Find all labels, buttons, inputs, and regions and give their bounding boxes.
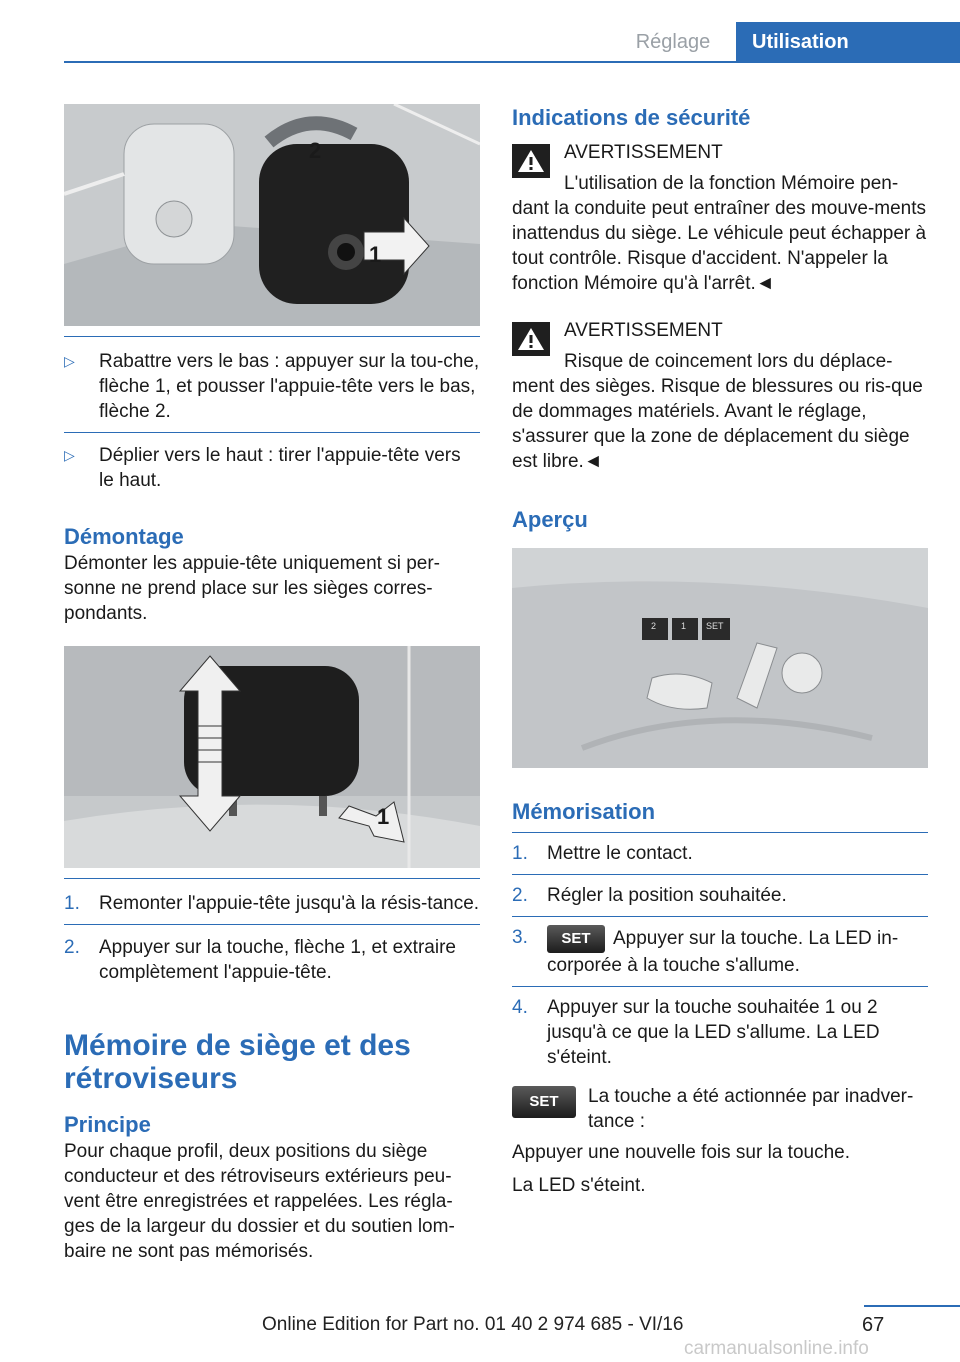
list-item <box>512 995 928 1070</box>
divider <box>512 916 928 917</box>
principe-text: Pour chaque profil, deux positions du siège conducteur et des rétroviseurs extérieurs peu-vent être enregistrées et rappelées. Les régla-ges de la largeur du dossier et du soutien lom-baire ne sont pas mémorisés. <box>64 1141 455 1262</box>
removal-steps <box>64 891 480 985</box>
warning-icon <box>512 144 550 178</box>
memo-heading: Mémorisation <box>512 799 656 824</box>
seat-memory-button-1: 1 <box>681 621 687 631</box>
divider <box>512 986 928 987</box>
step-text: Remonter l'appuie-tête jusqu'à la résis-tance. <box>99 893 480 914</box>
list-item <box>64 891 480 916</box>
step-number: 1. <box>512 843 528 864</box>
set-button-icon: SET <box>547 925 605 953</box>
headrest-removal-figure <box>64 646 480 868</box>
warning-block <box>512 140 928 165</box>
safety-heading: Indications de sécurité <box>512 105 751 130</box>
warning-text: L'utilisation de la fonction Mémoire pen-dant la conduite peut entraîner des mouve-ments inattendus du siège. Le véhicule peut échapper à tout contrôle. Risque d'accident. N'appeler la fonction Mémoire qu'à l'arrêt.◄ <box>512 173 927 294</box>
warning-icon <box>512 322 550 356</box>
step-number: 4. <box>512 997 528 1018</box>
step-number: 2. <box>64 937 80 958</box>
divider <box>512 832 928 833</box>
list-item: ▷ Déplier vers le haut : tirer l'appuie-tête vers le haut. <box>64 443 480 493</box>
tab-reglage[interactable]: Réglage <box>635 31 711 53</box>
step-text: Régler la position souhaitée. <box>547 885 787 906</box>
memo-steps <box>512 841 928 1070</box>
after-text-2: La LED s'éteint. <box>512 1175 646 1196</box>
warning-title: AVERTISSEMENT <box>564 142 723 163</box>
divider <box>512 874 928 875</box>
list-item <box>64 935 480 985</box>
footer-edition: Online Edition for Part no. 01 40 2 974 685 - VI/16 <box>262 1314 684 1335</box>
list-item <box>512 925 928 978</box>
step-number: 1. <box>64 893 80 914</box>
after-text-1: Appuyer une nouvelle fois sur la touche. <box>512 1142 850 1163</box>
page-number: 67 <box>862 1314 885 1336</box>
headrest-fold-figure <box>64 104 480 326</box>
seat-memory-button-2: 2 <box>651 621 657 631</box>
right-column <box>512 104 928 1198</box>
fig1-callout-1: 1 <box>369 242 382 267</box>
note-text: La touche a été actionnée par inadver-tance : <box>588 1086 914 1132</box>
watermark: carmanualsonline.info <box>684 1338 869 1359</box>
principe-heading: Principe <box>64 1112 151 1137</box>
step-number: 2. <box>512 885 528 906</box>
tab-utilisation[interactable]: Utilisation <box>736 22 960 62</box>
set-button-icon: SET <box>512 1086 576 1118</box>
warning-block <box>512 318 928 343</box>
step-text: Mettre le contact. <box>547 843 693 864</box>
fig1-callout-2: 2 <box>309 138 322 163</box>
step-number: 3. <box>512 927 528 948</box>
headrest-removal-illustration <box>64 646 480 868</box>
warning-title: AVERTISSEMENT <box>564 320 723 341</box>
apercu-heading: Aperçu <box>512 507 588 532</box>
step-text: Appuyer sur la touche. La LED in-corporée à la touche s'allume. <box>547 928 899 976</box>
left-column <box>64 104 480 1264</box>
seat-controls-illustration <box>512 548 928 768</box>
section-heading: Mémoire de siège et des rétroviseurs <box>64 1029 411 1095</box>
fig2-callout-1: 1 <box>377 804 390 829</box>
list-item <box>512 841 928 866</box>
list-item <box>512 883 928 908</box>
demontage-heading: Démontage <box>64 524 184 549</box>
bullet-list <box>64 349 480 493</box>
seat-controls-figure <box>512 548 928 768</box>
divider <box>64 924 480 925</box>
list-item: ▷ Rabattre vers le bas : appuyer sur la tou-che, flèche 1, et pousser l'appuie-tête vers le bas, flèche 2. <box>64 349 480 424</box>
demontage-text: Démonter les appuie-tête uniquement si per-sonne ne prend place sur les sièges corres-pondants. <box>64 553 440 624</box>
divider <box>64 336 480 337</box>
warning-text: Risque de coincement lors du déplace-ment des sièges. Risque de blessures ou ris-que de dommages matériels. Avant le réglage, s'assurer que la zone de déplacement du siège est libre.◄ <box>512 351 923 472</box>
note-block <box>512 1084 928 1134</box>
headrest-fold-illustration <box>64 104 480 326</box>
divider <box>64 878 480 879</box>
divider <box>64 432 480 433</box>
footer-rule <box>864 1305 960 1307</box>
step-text: Appuyer sur la touche souhaitée 1 ou 2 jusqu'à ce que la LED s'allume. La LED s'éteint. <box>547 997 880 1068</box>
seat-set-button: SET <box>706 621 724 631</box>
step-text: Appuyer sur la touche, flèche 1, et extraire complètement l'appuie-tête. <box>99 937 456 983</box>
